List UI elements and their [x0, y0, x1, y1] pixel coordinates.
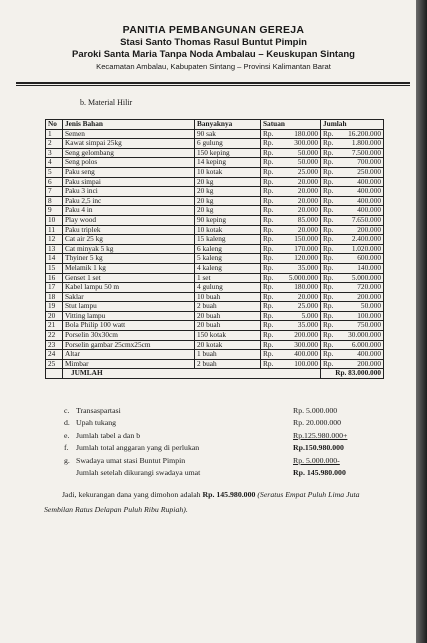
amount: 700.000: [357, 157, 381, 167]
amount: 100.000: [357, 310, 381, 320]
item-name: Porselin gambar 25cmx25cm: [63, 340, 195, 350]
amount: 20.000: [297, 176, 318, 186]
row-number: 17: [46, 283, 63, 293]
row-number: 11: [46, 225, 63, 235]
committee-name: PANITIA PEMBANGUNAN GEREJA: [122, 24, 305, 36]
currency-symbol: Rp.: [263, 205, 274, 215]
unit-price: [261, 331, 321, 341]
table-row: [46, 263, 384, 273]
currency-symbol: Rp.: [323, 291, 334, 301]
currency-symbol: Rp.: [263, 138, 274, 148]
amount: 1.020.000: [351, 243, 381, 253]
table-row: [46, 139, 384, 149]
total-label: JUMLAH: [63, 369, 321, 379]
amount: 150.000: [294, 234, 318, 244]
summary-row: [64, 443, 384, 455]
item-quantity: 4 gulung: [195, 283, 261, 293]
amount: 20.000: [297, 291, 318, 301]
amount: 400.000: [357, 195, 381, 205]
item-quantity: 20 kg: [195, 177, 261, 187]
currency-symbol: Rp.: [323, 282, 334, 292]
letterhead: [0, 24, 427, 71]
currency-symbol: Rp.: [323, 147, 334, 157]
item-quantity: 6 gulung: [195, 139, 261, 149]
total-value: Rp. 83.000.000: [321, 369, 384, 379]
item-quantity: 10 kotak: [195, 225, 261, 235]
amount: 170.000: [294, 243, 318, 253]
currency-symbol: Rp.: [263, 243, 274, 253]
unit-price: [261, 139, 321, 149]
item-name: Kawat simpai 25kg: [63, 139, 195, 149]
unit-price: [261, 359, 321, 369]
amount: 6.000.000: [351, 339, 381, 349]
item-name: Semen: [63, 129, 195, 139]
row-number: 18: [46, 292, 63, 302]
currency-symbol: Rp.: [263, 224, 274, 234]
row-number: 12: [46, 235, 63, 245]
currency-symbol: Rp.: [323, 195, 334, 205]
item-name: Bola Philip 100 watt: [63, 321, 195, 331]
amount: 25.000: [297, 301, 318, 311]
item-name: Cat air 25 kg: [63, 235, 195, 245]
address-line: Kecamatan Ambalau, Kabupaten Sintang – Provinsi Kalimantan Barat: [96, 62, 331, 71]
amount: 25.000: [297, 166, 318, 176]
table-row: [46, 187, 384, 197]
currency-symbol: Rp.: [323, 349, 334, 359]
item-name: Mimbar: [63, 359, 195, 369]
item-quantity: 10 kotak: [195, 167, 261, 177]
summary-description: Upah tukang: [76, 418, 117, 428]
currency-symbol: Rp.: [263, 262, 274, 272]
item-quantity: 5 kaleng: [195, 254, 261, 264]
amount: 35.000: [297, 320, 318, 330]
currency-symbol: Rp.: [323, 310, 334, 320]
row-number: 24: [46, 350, 63, 360]
currency-symbol: Rp.: [323, 339, 334, 349]
closing-text: Jadi, kekurangan dana yang dimohon adalah: [62, 490, 203, 499]
station-name: Stasi Santo Thomas Rasul Buntut Pimpin: [120, 37, 307, 48]
unit-price: [261, 206, 321, 216]
item-name: Thyiner 5 kg: [63, 254, 195, 264]
summary-description: Swadaya umat stasi Buntut Pimpin: [76, 455, 186, 465]
currency-symbol: Rp.: [323, 320, 334, 330]
row-number: 22: [46, 331, 63, 341]
amount: 720.000: [357, 282, 381, 292]
row-number: 9: [46, 206, 63, 216]
currency-symbol: Rp.: [263, 291, 274, 301]
line-total: [321, 263, 384, 273]
material-table: [45, 119, 384, 379]
currency-symbol: Rp.: [323, 138, 334, 148]
line-total: [321, 331, 384, 341]
line-total: [321, 187, 384, 197]
row-number: 1: [46, 129, 63, 139]
table-row: [46, 235, 384, 245]
line-total: [321, 254, 384, 264]
item-name: Vitting lampu: [63, 311, 195, 321]
summary-value: Rp. 20.000.000: [293, 418, 342, 428]
summary-value: Rp. 5.000.000-: [293, 455, 340, 465]
amount: 5.000.000: [351, 272, 381, 282]
currency-symbol: Rp.: [323, 186, 334, 196]
unit-price: [261, 263, 321, 273]
amount: 20.000: [297, 195, 318, 205]
line-total: [321, 139, 384, 149]
row-number: 2: [46, 139, 63, 149]
amount: 50.000: [297, 147, 318, 157]
item-name: Play wood: [63, 215, 195, 225]
item-quantity: 20 buah: [195, 311, 261, 321]
row-number: 16: [46, 273, 63, 283]
amount: 400.000: [357, 205, 381, 215]
summary-description: Jumlah setelah dikurangi swadaya umat: [76, 467, 201, 477]
item-quantity: 20 kg: [195, 187, 261, 197]
item-name: Paku seng: [63, 167, 195, 177]
amount: 400.000: [294, 349, 318, 359]
amount: 7.500.000: [351, 147, 381, 157]
column-header-no: No: [46, 120, 63, 130]
currency-symbol: Rp.: [263, 310, 274, 320]
parish-name: Paroki Santa Maria Tanpa Noda Ambalau – Keuskupan Sintang: [72, 49, 355, 60]
currency-symbol: Rp.: [263, 272, 274, 282]
summary-value: Rp. 145.980.000: [293, 467, 346, 477]
item-name: Altar: [63, 350, 195, 360]
item-quantity: 6 kaleng: [195, 244, 261, 254]
item-quantity: 150 keping: [195, 148, 261, 158]
currency-symbol: Rp.: [263, 301, 274, 311]
amount: 5.000: [301, 310, 318, 320]
row-number: 4: [46, 158, 63, 168]
amount: 35.000: [297, 262, 318, 272]
row-number: 14: [46, 254, 63, 264]
currency-symbol: Rp.: [323, 166, 334, 176]
column-header-unit-price: Satuan: [261, 120, 321, 130]
amount: 5.000.000: [288, 272, 318, 282]
summary-description: Transaspartasi: [76, 406, 121, 415]
amount: 20.000: [297, 224, 318, 234]
summary-letter: c.: [64, 406, 70, 415]
row-number: 21: [46, 321, 63, 331]
letterhead-rule-thick: [16, 82, 410, 84]
amount: 200.000: [357, 291, 381, 301]
unit-price: [261, 235, 321, 245]
currency-symbol: Rp.: [263, 339, 274, 349]
amount: 100.000: [294, 358, 318, 368]
item-quantity: 14 keping: [195, 158, 261, 168]
item-name: Seng polos: [63, 158, 195, 168]
amount: 180.000: [294, 128, 318, 138]
currency-symbol: Rp.: [263, 320, 274, 330]
item-name: Saklar: [63, 292, 195, 302]
row-number: 10: [46, 215, 63, 225]
amount: 140.000: [357, 262, 381, 272]
table-header-row: [46, 120, 384, 130]
currency-symbol: Rp.: [323, 128, 334, 138]
currency-symbol: Rp.: [323, 272, 334, 282]
item-name: Stut lampu: [63, 302, 195, 312]
item-name: Paku 4 in: [63, 206, 195, 216]
item-quantity: 2 buah: [195, 302, 261, 312]
currency-symbol: Rp.: [263, 330, 274, 340]
amount: 400.000: [357, 186, 381, 196]
currency-symbol: Rp.: [263, 214, 274, 224]
item-quantity: 20 kotak: [195, 340, 261, 350]
currency-symbol: Rp.: [323, 262, 334, 272]
line-total: [321, 235, 384, 245]
row-number: 25: [46, 359, 63, 369]
currency-symbol: Rp.: [323, 358, 334, 368]
amount: 50.000: [360, 301, 381, 311]
item-quantity: 90 keping: [195, 215, 261, 225]
table-row: [46, 283, 384, 293]
line-total: [321, 206, 384, 216]
section-title: b. Material Hilir: [80, 98, 133, 107]
summary-row: [64, 468, 384, 480]
amount: 250.000: [357, 166, 381, 176]
row-number: 15: [46, 263, 63, 273]
amount: 120.000: [294, 253, 318, 263]
summary-row: [64, 406, 384, 418]
column-header-total: Jumlah: [321, 120, 384, 130]
item-name: Paku simpai: [63, 177, 195, 187]
summary-value: Rp. 5.000.000: [293, 406, 338, 415]
amount: 16.200.000: [348, 128, 381, 138]
row-number: 23: [46, 340, 63, 350]
row-number: 3: [46, 148, 63, 158]
amount: 600.000: [357, 253, 381, 263]
line-total: [321, 167, 384, 177]
closing-amount-words: (Seratus Empat Puluh Lima Juta Sembilan Ratus Delapan Puluh Ribu Rupiah).: [44, 490, 360, 514]
amount: 200.000: [294, 330, 318, 340]
amount: 300.000: [294, 339, 318, 349]
table-row: [46, 167, 384, 177]
item-quantity: 1 buah: [195, 350, 261, 360]
amount: 200.000: [357, 224, 381, 234]
table-total-row: [46, 369, 384, 379]
row-number: 8: [46, 196, 63, 206]
table-row: [46, 206, 384, 216]
summary-row: [64, 418, 384, 430]
currency-symbol: Rp.: [323, 157, 334, 167]
currency-symbol: Rp.: [323, 176, 334, 186]
unit-price: [261, 215, 321, 225]
currency-symbol: Rp.: [263, 147, 274, 157]
amount: 400.000: [357, 176, 381, 186]
table-row: [46, 302, 384, 312]
item-quantity: 1 set: [195, 273, 261, 283]
currency-symbol: Rp.: [263, 128, 274, 138]
amount: 30.000.000: [348, 330, 381, 340]
item-name: Paku 2,5 inc: [63, 196, 195, 206]
item-quantity: 90 sak: [195, 129, 261, 139]
item-name: Genset 1 set: [63, 273, 195, 283]
row-number: 20: [46, 311, 63, 321]
currency-symbol: Rp.: [323, 224, 334, 234]
currency-symbol: Rp.: [263, 349, 274, 359]
summary-value: Rp.150.980.000: [293, 443, 344, 453]
line-total: [321, 302, 384, 312]
currency-symbol: Rp.: [263, 176, 274, 186]
closing-paragraph: [44, 487, 380, 517]
book-binding-edge: [416, 0, 427, 643]
summary-value: Rp.125.980.000+: [293, 430, 348, 440]
summary-row: [64, 456, 384, 468]
amount: 180.000: [294, 282, 318, 292]
currency-symbol: Rp.: [263, 186, 274, 196]
item-quantity: 4 kaleng: [195, 263, 261, 273]
currency-symbol: Rp.: [323, 205, 334, 215]
column-header-item: Jenis Bahan: [63, 120, 195, 130]
table-row: [46, 254, 384, 264]
amount: 20.000: [297, 205, 318, 215]
summary-letter: f.: [64, 443, 69, 453]
item-name: Melamik 1 kg: [63, 263, 195, 273]
currency-symbol: Rp.: [263, 157, 274, 167]
item-quantity: 15 kaleng: [195, 235, 261, 245]
amount: 85.000: [297, 214, 318, 224]
table-row: [46, 331, 384, 341]
currency-symbol: Rp.: [263, 195, 274, 205]
currency-symbol: Rp.: [263, 358, 274, 368]
currency-symbol: Rp.: [323, 301, 334, 311]
amount: 300.000: [294, 138, 318, 148]
currency-symbol: Rp.: [263, 166, 274, 176]
closing-amount: Rp. 145.980.000: [202, 490, 256, 499]
item-quantity: 10 buah: [195, 292, 261, 302]
item-name: Paku 3 inci: [63, 187, 195, 197]
summary-letter: d.: [64, 418, 70, 428]
summary-row: [64, 431, 384, 443]
total-spacer: [46, 369, 63, 379]
unit-price: [261, 350, 321, 360]
unit-price: [261, 167, 321, 177]
item-name: Seng gelombang: [63, 148, 195, 158]
row-number: 13: [46, 244, 63, 254]
amount: 20.000: [297, 186, 318, 196]
item-name: Porselin 30x30cm: [63, 331, 195, 341]
unit-price: [261, 302, 321, 312]
line-total: [321, 283, 384, 293]
table-body: [46, 129, 384, 378]
summary-description: Jumlah total anggaran yang di perlukan: [76, 443, 200, 453]
line-total: [321, 215, 384, 225]
unit-price: [261, 254, 321, 264]
table-row: [46, 215, 384, 225]
summary-letter: e.: [64, 430, 70, 440]
item-quantity: 2 buah: [195, 359, 261, 369]
currency-symbol: Rp.: [263, 282, 274, 292]
item-quantity: 150 kotak: [195, 331, 261, 341]
amount: 1.800.000: [351, 138, 381, 148]
row-number: 19: [46, 302, 63, 312]
row-number: 6: [46, 177, 63, 187]
currency-symbol: Rp.: [263, 253, 274, 263]
budget-summary: [64, 406, 384, 480]
line-total: [321, 350, 384, 360]
row-number: 5: [46, 167, 63, 177]
amount: 7.650.000: [351, 214, 381, 224]
currency-symbol: Rp.: [323, 243, 334, 253]
amount: 200.000: [357, 358, 381, 368]
item-quantity: 20 kg: [195, 196, 261, 206]
row-number: 7: [46, 187, 63, 197]
amount: 750.000: [357, 320, 381, 330]
currency-symbol: Rp.: [263, 234, 274, 244]
currency-symbol: Rp.: [323, 330, 334, 340]
table-row: [46, 350, 384, 360]
column-header-quantity: Banyaknya: [195, 120, 261, 130]
amount: 2.400.000: [351, 234, 381, 244]
summary-letter: g.: [64, 455, 70, 465]
item-name: Kabel lampu 50 m: [63, 283, 195, 293]
summary-description: Jumlah tabel a dan b: [76, 430, 141, 440]
currency-symbol: Rp.: [323, 234, 334, 244]
currency-symbol: Rp.: [323, 253, 334, 263]
unit-price: [261, 187, 321, 197]
unit-price: [261, 283, 321, 293]
letterhead-rule-thin: [16, 85, 410, 86]
currency-symbol: Rp.: [323, 214, 334, 224]
item-quantity: 20 kg: [195, 206, 261, 216]
item-name: Cat minyak 5 kg: [63, 244, 195, 254]
item-name: Paku triplek: [63, 225, 195, 235]
amount: 400.000: [357, 349, 381, 359]
item-quantity: 20 buah: [195, 321, 261, 331]
amount: 50.000: [297, 157, 318, 167]
